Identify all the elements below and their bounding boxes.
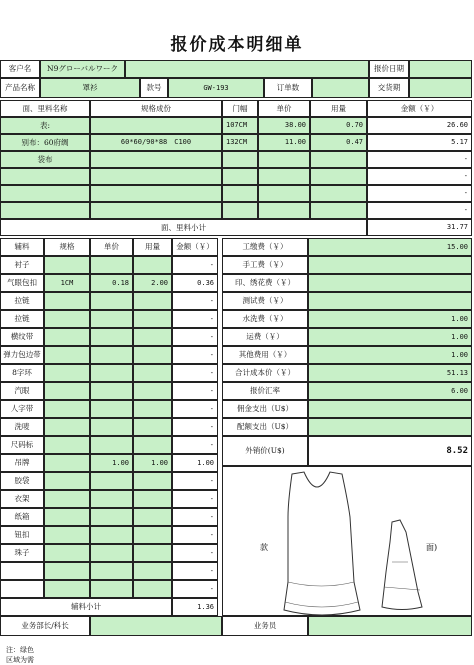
accessory-cell[interactable] (44, 418, 90, 436)
accessory-cell: 拉链 (0, 310, 44, 328)
accessory-header: 用量 (133, 238, 172, 256)
accessory-cell: 横纹带 (0, 328, 44, 346)
fabric-cell[interactable] (222, 185, 258, 202)
style-label: 款号 (140, 78, 168, 98)
accessory-cell[interactable] (90, 490, 133, 508)
accessory-cell[interactable] (133, 436, 172, 454)
order-qty-value[interactable] (312, 78, 369, 98)
fabric-cell[interactable] (258, 185, 310, 202)
fabric-cell[interactable]: 60*60/90*88 C100 (90, 134, 222, 151)
garment-sketch (222, 462, 470, 622)
cost-label: 运费（￥） (222, 328, 308, 346)
fabric-cell[interactable]: 38.00 (258, 117, 310, 134)
fabric-cell[interactable]: 11.00 (258, 134, 310, 151)
fabric-cell: - (367, 185, 472, 202)
fabric-cell[interactable]: 表: (0, 117, 90, 134)
accessory-cell[interactable] (90, 310, 133, 328)
accessory-cell: - (172, 526, 218, 544)
accessory-cell[interactable] (90, 364, 133, 382)
accessory-cell[interactable] (44, 400, 90, 418)
fabric-cell[interactable] (90, 151, 222, 168)
fabric-cell[interactable]: 132CM (222, 134, 258, 151)
header-blank[interactable] (125, 60, 369, 78)
fabric-cell[interactable] (222, 168, 258, 185)
cost-value[interactable] (308, 274, 472, 292)
fabric-cell[interactable]: 107CM (222, 117, 258, 134)
cost-value[interactable]: 6.00 (308, 382, 472, 400)
accessory-cell: - (172, 562, 218, 580)
cost-value[interactable] (308, 256, 472, 274)
accessory-cell: 0.36 (172, 274, 218, 292)
accessory-cell: - (172, 472, 218, 490)
fabric-header: 面、里料名称 (0, 100, 90, 117)
delivery-label: 交货期 (369, 78, 409, 98)
sketch-right-label: 面) (426, 543, 438, 552)
front-view-drawing (284, 472, 360, 615)
cost-label: 配额支出（U$） (222, 418, 308, 436)
page-title: 报价成本明细单 (170, 35, 304, 55)
accessory-cell: 胶袋 (0, 472, 44, 490)
accessory-cell[interactable] (44, 562, 90, 580)
cost-value[interactable] (308, 292, 472, 310)
accessory-cell[interactable] (133, 580, 172, 598)
order-qty-label: 订单数 (264, 78, 312, 98)
accessory-cell: - (172, 490, 218, 508)
accessory-cell: - (172, 328, 218, 346)
accessory-cell[interactable] (90, 580, 133, 598)
accessory-cell[interactable] (133, 508, 172, 526)
sketch-left-label: 款 (260, 543, 268, 552)
fabric-cell[interactable] (310, 168, 367, 185)
accessory-cell: - (172, 292, 218, 310)
accessory-cell: 吊牌 (0, 454, 44, 472)
cost-label: 合计成本价（￥） (222, 364, 308, 382)
fabric-cell[interactable] (222, 202, 258, 219)
accessory-cell: 人字带 (0, 400, 44, 418)
accessory-cell[interactable]: 1.00 (90, 454, 133, 472)
cost-value[interactable] (308, 400, 472, 418)
accessory-cell[interactable] (44, 490, 90, 508)
accessory-cell: 洗唛 (0, 418, 44, 436)
front-view-hem-detail (285, 582, 358, 607)
accessory-cell: 8字环 (0, 364, 44, 382)
accessory-cell[interactable]: 2.00 (133, 274, 172, 292)
accessory-header: 规格 (44, 238, 90, 256)
fabric-cell[interactable] (258, 202, 310, 219)
accessory-cell[interactable] (44, 580, 90, 598)
accessory-cell[interactable] (90, 292, 133, 310)
accessory-cell[interactable] (44, 310, 90, 328)
accessory-cell[interactable]: 0.18 (90, 274, 133, 292)
cost-label: 印、绣花费（￥） (222, 274, 308, 292)
accessory-cell[interactable]: 1.00 (133, 454, 172, 472)
accessory-cell: 衬子 (0, 256, 44, 274)
accessory-cell[interactable] (44, 292, 90, 310)
accessory-cell[interactable] (133, 310, 172, 328)
accessory-cell (0, 562, 44, 580)
accessory-cell[interactable] (90, 508, 133, 526)
accessory-cell: 1.00 (172, 454, 218, 472)
cost-value[interactable]: 15.00 (308, 238, 472, 256)
note-line-2: 区域为需 (6, 656, 34, 664)
cost-label: 其他费用（￥） (222, 346, 308, 364)
fabric-cell[interactable] (310, 202, 367, 219)
fabric-cell[interactable] (0, 168, 90, 185)
accessory-cell[interactable] (90, 346, 133, 364)
accessory-cell: - (172, 544, 218, 562)
accessory-cell[interactable] (44, 508, 90, 526)
accessory-cell[interactable] (133, 346, 172, 364)
customer-label: 客户名 (0, 60, 40, 78)
quote-date-value[interactable] (409, 60, 472, 78)
accessory-cell[interactable] (133, 400, 172, 418)
accessory-header: 辅料 (0, 238, 44, 256)
accessory-cell: 弹力包边带 (0, 346, 44, 364)
accessory-cell[interactable] (90, 562, 133, 580)
accessory-cell: - (172, 436, 218, 454)
accessory-cell: 衣架 (0, 490, 44, 508)
fabric-cell: - (367, 151, 472, 168)
accessory-cell[interactable] (133, 544, 172, 562)
cost-value[interactable]: 51.13 (308, 364, 472, 382)
accessory-cell[interactable] (90, 472, 133, 490)
fabric-header: 用量 (310, 100, 367, 117)
accessory-cell: 尺码标 (0, 436, 44, 454)
fabric-cell[interactable] (310, 151, 367, 168)
accessory-cell[interactable] (90, 328, 133, 346)
fabric-header: 规格成份 (90, 100, 222, 117)
delivery-value[interactable] (409, 78, 472, 98)
product-label: 产品名称 (0, 78, 40, 98)
cost-value[interactable]: 1.00 (308, 310, 472, 328)
fabric-cell[interactable] (0, 202, 90, 219)
accessory-cell: - (172, 346, 218, 364)
accessory-cell: 纸箱 (0, 508, 44, 526)
style-value[interactable]: GW-193 (168, 78, 264, 98)
accessory-cell[interactable] (90, 526, 133, 544)
fabric-subtotal-label: 面、里料小计 (0, 219, 367, 236)
accessory-header: 单价 (90, 238, 133, 256)
accessory-cell[interactable] (44, 328, 90, 346)
accessory-cell[interactable] (90, 256, 133, 274)
cost-value[interactable]: 1.00 (308, 328, 472, 346)
fabric-cell[interactable] (258, 168, 310, 185)
accessory-cell: - (172, 382, 218, 400)
accessory-cell[interactable] (44, 436, 90, 454)
cost-label: 水洗费（￥） (222, 310, 308, 328)
fabric-cell: 26.60 (367, 117, 472, 134)
fabric-cell[interactable] (222, 151, 258, 168)
sale-price-value: 8.52 (308, 436, 472, 466)
customer-value[interactable]: N9グローバルワーク (40, 60, 125, 78)
accessory-cell: 钮扣 (0, 526, 44, 544)
accessory-cell[interactable] (133, 418, 172, 436)
fabric-cell[interactable]: 0.70 (310, 117, 367, 134)
cost-label: 佣金支出（U$） (222, 400, 308, 418)
accessory-cell[interactable] (133, 472, 172, 490)
fabric-cell[interactable] (90, 202, 222, 219)
cost-label: 测试费（￥） (222, 292, 308, 310)
fabric-header: 单价 (258, 100, 310, 117)
accessory-cell[interactable] (133, 256, 172, 274)
fabric-cell[interactable] (90, 168, 222, 185)
product-value[interactable]: 罩衫 (40, 78, 140, 98)
accessory-subtotal-value: 1.36 (172, 598, 218, 616)
accessory-cell: - (172, 580, 218, 598)
accessory-cell: 拉链 (0, 292, 44, 310)
side-view-drawing (382, 520, 422, 610)
accessory-cell[interactable] (44, 544, 90, 562)
fabric-cell[interactable]: 别布：60府绸 (0, 134, 90, 151)
accessory-cell: 汽眼 (0, 382, 44, 400)
fabric-cell[interactable] (258, 151, 310, 168)
fabric-cell: - (367, 168, 472, 185)
fabric-cell[interactable]: 袋布 (0, 151, 90, 168)
accessory-subtotal-label: 辅料小计 (0, 598, 172, 616)
accessory-cell[interactable] (133, 490, 172, 508)
accessory-cell[interactable] (133, 526, 172, 544)
accessory-cell: - (172, 418, 218, 436)
accessory-cell: 气眼包扣 (0, 274, 44, 292)
accessory-cell[interactable] (44, 526, 90, 544)
cost-label: 报价汇率 (222, 382, 308, 400)
quote-date-label: 报价日期 (369, 60, 409, 78)
cost-label: 手工费（￥） (222, 256, 308, 274)
accessory-cell: - (172, 364, 218, 382)
accessory-cell: - (172, 256, 218, 274)
accessory-cell: 珠子 (0, 544, 44, 562)
accessory-cell[interactable]: 1CM (44, 274, 90, 292)
accessory-cell[interactable] (44, 472, 90, 490)
cost-label: 工缴费（￥） (222, 238, 308, 256)
accessory-cell: - (172, 310, 218, 328)
accessory-cell[interactable] (133, 364, 172, 382)
fabric-cell[interactable]: 0.47 (310, 134, 367, 151)
accessory-cell[interactable] (133, 382, 172, 400)
accessory-cell[interactable] (44, 382, 90, 400)
accessory-cell: - (172, 508, 218, 526)
accessory-cell (0, 580, 44, 598)
accessory-cell[interactable] (90, 418, 133, 436)
accessory-cell[interactable] (44, 454, 90, 472)
fabric-header: 门幅 (222, 100, 258, 117)
accessory-cell[interactable] (90, 544, 133, 562)
fabric-cell: 5.17 (367, 134, 472, 151)
fabric-cell: - (367, 202, 472, 219)
fabric-cell[interactable] (310, 185, 367, 202)
accessory-cell[interactable] (90, 436, 133, 454)
accessory-cell[interactable] (133, 292, 172, 310)
cost-value[interactable]: 1.00 (308, 346, 472, 364)
accessory-cell[interactable] (44, 256, 90, 274)
accessory-cell[interactable] (44, 346, 90, 364)
accessory-cell[interactable] (44, 364, 90, 382)
accessory-cell: - (172, 400, 218, 418)
cost-value[interactable] (308, 418, 472, 436)
manager-label: 业务部长/科长 (0, 616, 90, 636)
fabric-subtotal-value: 31.77 (367, 219, 472, 236)
staff-label: 业务员 (222, 616, 308, 636)
fabric-cell[interactable] (0, 185, 90, 202)
manager-value[interactable] (90, 616, 222, 636)
sale-price-label: 外销价(U$) (222, 436, 308, 466)
accessory-cell[interactable] (133, 562, 172, 580)
fabric-header: 金额（￥） (367, 100, 472, 117)
fabric-cell[interactable] (90, 117, 222, 134)
note-line-1: 注：绿色 (6, 646, 34, 654)
accessory-cell[interactable] (133, 328, 172, 346)
accessory-cell[interactable] (90, 382, 133, 400)
fabric-cell[interactable] (90, 185, 222, 202)
accessory-header: 金额（￥） (172, 238, 218, 256)
accessory-cell[interactable] (90, 400, 133, 418)
